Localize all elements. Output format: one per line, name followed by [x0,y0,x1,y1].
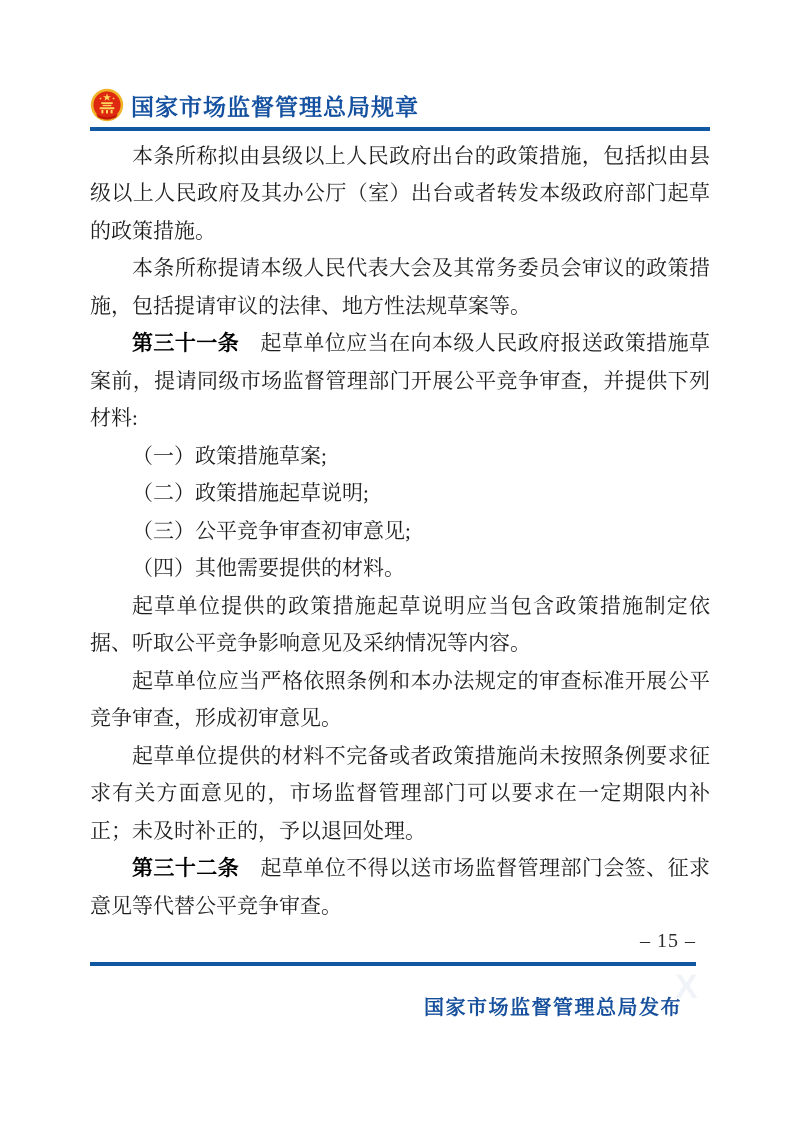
paragraph: 第三十一条 起草单位应当在向本级人民政府报送政策措施草案前，提请同级市场监督管理部门开展公平竞争审查，并提供下列材料: [90,331,711,430]
header-divider-line [90,127,710,131]
page-number: – 15 – [640,930,696,952]
footer-divider-line [90,962,696,966]
article-number: 第三十一条 [132,331,240,355]
china-national-emblem-icon [90,88,124,122]
paragraph: 起草单位提供的政策措施起草说明应当包含政策措施制定依据、听取公平竞争影响意见及采纳情况等内容。 [90,593,710,655]
article-number: 第三十二条 [132,856,240,880]
paragraph: （三）公平竞争审查初审意见; [132,518,411,543]
header-title: 国家市场监督管理总局规章 [131,93,419,120]
paragraph: 起草单位应当严格依照条例和本办法规定的审查标准开展公平竞争审查，形成初审意见。 [90,668,710,730]
paragraph: （二）政策措施起草说明; [132,481,369,505]
footer-publisher: 国家市场监督管理总局发布 [424,996,682,1019]
watermark-x: X [675,968,698,1006]
document-content [90,88,710,1020]
paragraph: 起草单位提供的材料不完备或者政策措施尚未按照条例要求征求有关方面意见的，市场监督管理部门可以要求在一定期限内补正；未及时补正的，予以退回处理。 [90,743,710,843]
paragraph: 本条所称拟由县级以上人民政府出台的政策措施，包括拟由县级以上人民政府及其办公厅（室）出台或者转发本级政府部门起草的政策措施。 [90,143,710,243]
paragraph: 本条所称提请本级人民代表大会及其常务委员会审议的政策措施，包括提请审议的法律、地方性法规草案等。 [90,256,710,318]
paragraph: （四）其他需要提供的材料。 [132,556,405,580]
paragraph: （一）政策措施草案; [132,443,327,468]
document-body [90,138,710,926]
document-header [90,88,710,122]
paragraph: 第三十二条 起草单位不得以送市场监督管理部门会签、征求意见等代替公平竞争审查。 [90,856,711,918]
